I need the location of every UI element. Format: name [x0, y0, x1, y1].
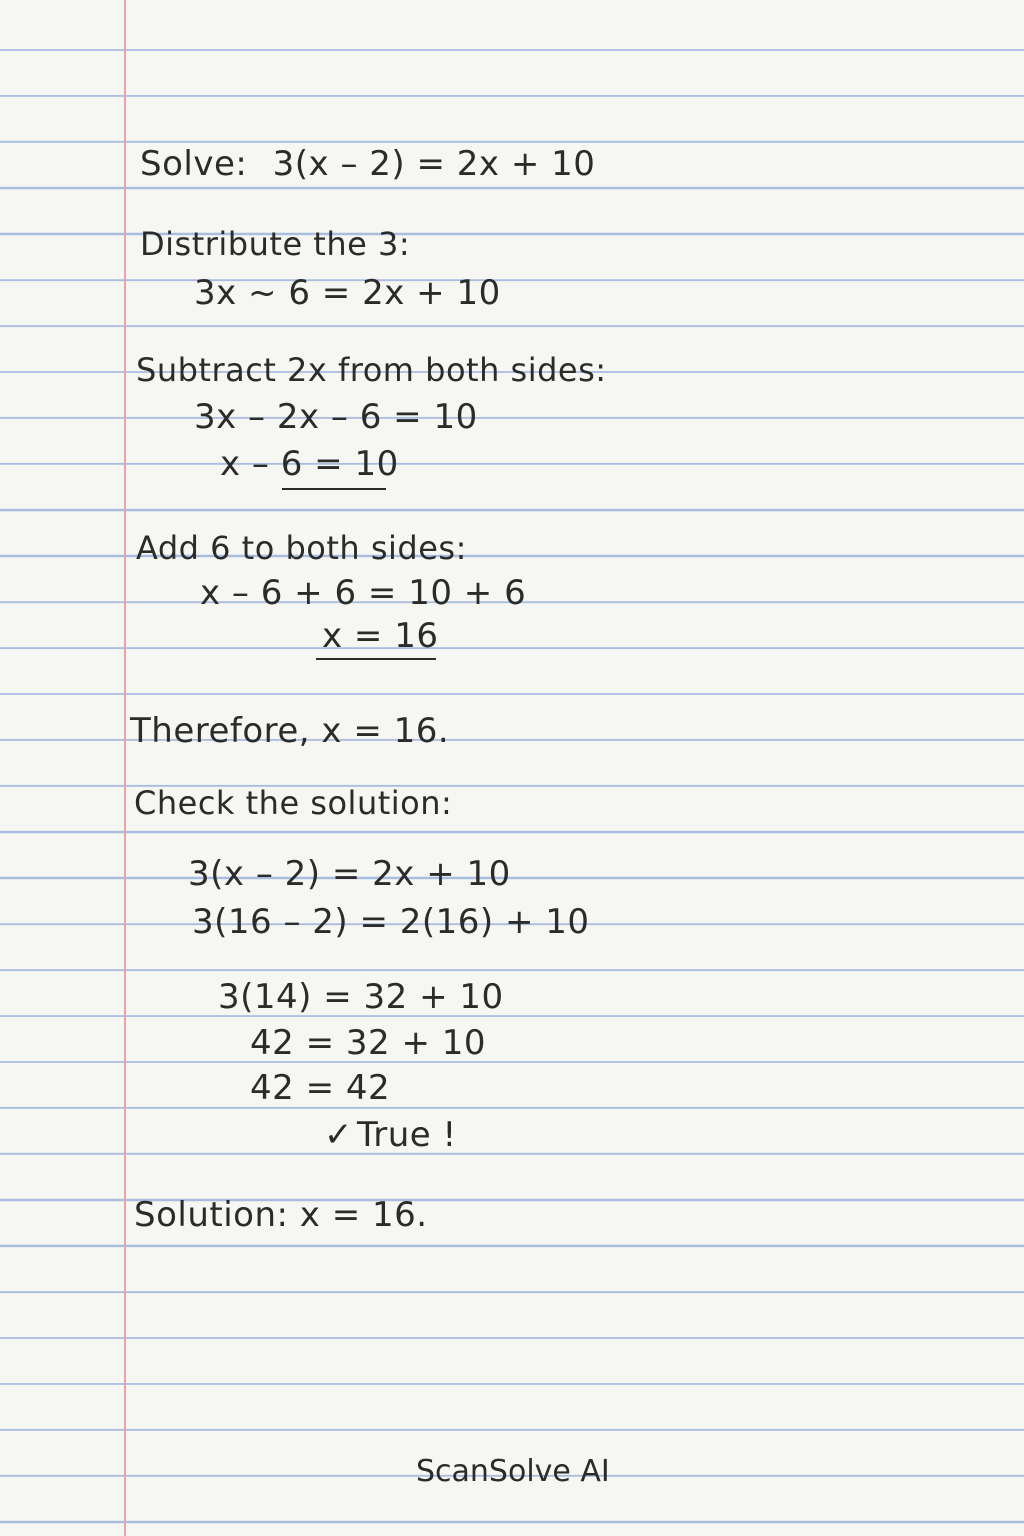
problem-statement — [140, 144, 595, 184]
check-result-text: True ! — [357, 1115, 457, 1155]
footer-brand: ScanSolve AI — [416, 1454, 610, 1489]
check-heading: Check the solution: — [134, 784, 453, 822]
step2-line2: x – 6 = 10 — [220, 444, 399, 484]
step2-underline — [282, 488, 386, 490]
step3-line2: x = 16 — [322, 616, 439, 656]
margin-line — [124, 0, 126, 1536]
step3-line1: x – 6 + 6 = 10 + 6 — [200, 573, 527, 613]
step1-line1: 3x ~ 6 = 2x + 10 — [194, 273, 501, 313]
check-result — [324, 1115, 457, 1155]
step3-heading: Add 6 to both sides: — [136, 529, 467, 567]
conclusion-text: Therefore, x = 16. — [130, 711, 450, 751]
check-line-2: 3(16 – 2) = 2(16) + 10 — [192, 902, 590, 942]
check-line-5: 42 = 42 — [250, 1068, 391, 1108]
step1-heading: Distribute the 3: — [140, 225, 411, 263]
problem-prefix: Solve: — [140, 144, 248, 184]
check-line-1: 3(x – 2) = 2x + 10 — [188, 854, 511, 894]
check-line-3: 3(14) = 32 + 10 — [218, 977, 504, 1017]
problem-equation: 3(x – 2) = 2x + 10 — [272, 144, 596, 184]
step2-line1: 3x – 2x – 6 = 10 — [194, 397, 478, 437]
check-line-4: 42 = 32 + 10 — [250, 1023, 486, 1063]
step3-underline — [316, 658, 436, 660]
check-mark-icon: ✓ — [324, 1115, 353, 1155]
solution-text: Solution: x = 16. — [134, 1195, 428, 1235]
step2-heading: Subtract 2x from both sides: — [136, 351, 607, 389]
